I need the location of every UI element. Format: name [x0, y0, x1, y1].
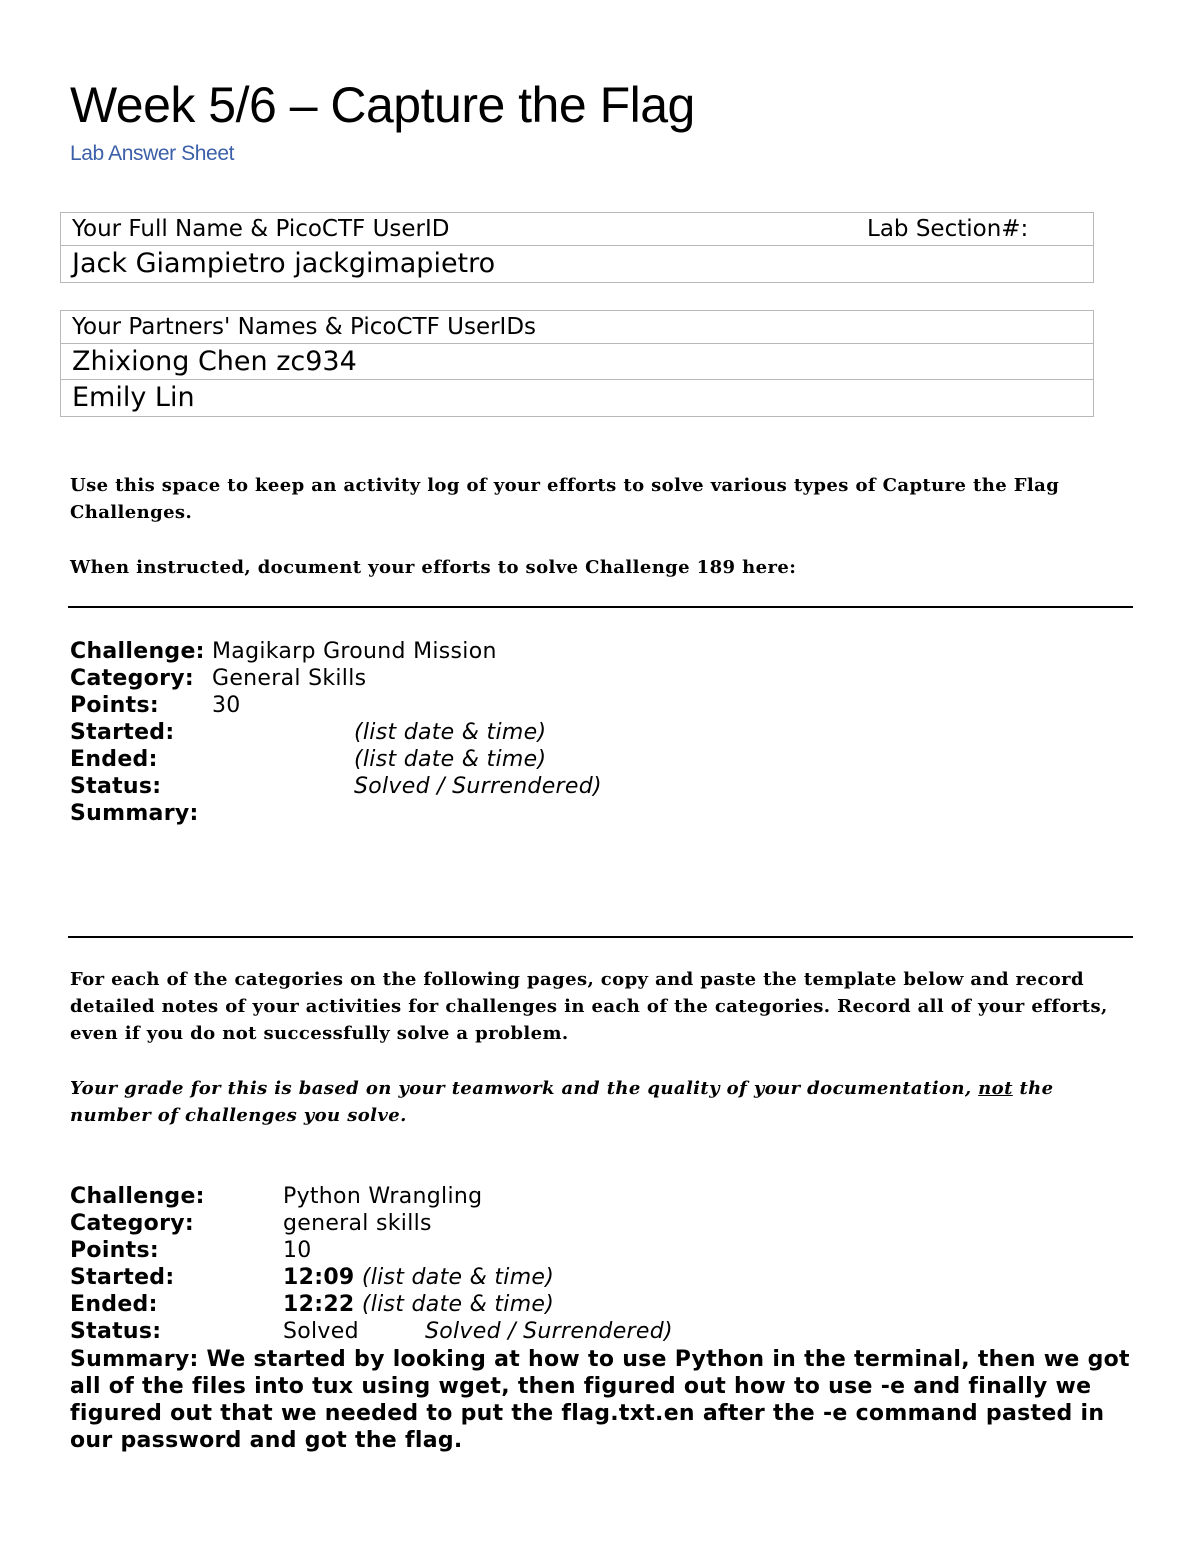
started-hint: (list date & time) — [354, 720, 547, 745]
status-value: Solved — [283, 1319, 359, 1344]
ended-value-group — [283, 1291, 554, 1318]
grade-note-end: the number of challenges you solve. — [70, 1078, 1054, 1126]
challenge-value: Python Wrangling — [283, 1184, 483, 1209]
divider — [68, 936, 1133, 938]
grade-note — [70, 1075, 1130, 1129]
started-time: 12:09 — [283, 1265, 355, 1290]
points-value: 30 — [212, 693, 241, 718]
ended-label: Ended: — [70, 1292, 158, 1317]
partner-row — [61, 344, 1093, 380]
status-label: Status: — [70, 1319, 162, 1344]
lab-section-label: Lab Section#: — [867, 216, 1029, 242]
points-label: Points: — [70, 1238, 159, 1263]
category-value: General Skills — [212, 666, 367, 691]
category-value: general skills — [283, 1211, 432, 1236]
student-name: Jack Giampietro jackgimapietro — [72, 248, 496, 279]
challenge-label: Challenge: — [70, 639, 205, 664]
ended-time: 12:22 — [283, 1292, 355, 1317]
grade-note-start: Your grade for this is based on your teamwork and the quality of your documentation, — [70, 1078, 972, 1099]
page-subtitle: Lab Answer Sheet — [70, 142, 235, 165]
activity-log-instruction: Use this space to keep an activity log of your efforts to solve various types of Capture the Flag Challenges. — [70, 475, 1060, 523]
grade-note-not: not — [978, 1078, 1013, 1099]
ended-label: Ended: — [70, 747, 158, 772]
category-label: Category: — [70, 666, 194, 691]
started-hint: (list date & time) — [361, 1265, 555, 1290]
challenge-label: Challenge: — [70, 1184, 205, 1209]
summary-label: Summary: — [70, 801, 199, 826]
status-label: Status: — [70, 774, 162, 799]
category-label: Category: — [70, 1211, 194, 1236]
name-label: Your Full Name & PicoCTF UserID — [72, 216, 450, 242]
divider — [68, 606, 1133, 608]
partners-table — [60, 310, 1094, 417]
partner-row — [61, 380, 1093, 416]
started-label: Started: — [70, 1265, 175, 1290]
name-value-row — [61, 246, 1093, 282]
started-value-group — [283, 1264, 554, 1291]
partner-name: Emily Lin — [72, 382, 195, 413]
ended-hint: (list date & time) — [354, 747, 547, 772]
page-title: Week 5/6 – Capture the Flag — [70, 77, 695, 133]
ended-hint: (list date & time) — [361, 1292, 555, 1317]
name-header-row — [61, 213, 1093, 246]
categories-instruction: For each of the categories on the following pages, copy and paste the template below and record detailed notes of your activities for challenges in each of the categories. Record all of your efforts, even if you do not successfully solve a problem. — [70, 969, 1108, 1044]
partners-label: Your Partners' Names & PicoCTF UserIDs — [72, 314, 537, 340]
challenge-value: Magikarp Ground Mission — [212, 639, 497, 664]
name-table — [60, 212, 1094, 283]
status-hint: Solved / Surrendered) — [425, 1319, 673, 1344]
partners-header-row — [61, 311, 1093, 344]
started-label: Started: — [70, 720, 175, 745]
points-label: Points: — [70, 693, 159, 718]
points-value: 10 — [283, 1238, 312, 1263]
challenge-189-instruction: When instructed, document your efforts to solve Challenge 189 here: — [70, 557, 797, 578]
partner-name: Zhixiong Chen zc934 — [72, 346, 357, 377]
status-hint: Solved / Surrendered) — [354, 774, 602, 799]
summary-text: Summary: We started by looking at how to use Python in the terminal, then we got all of the files into tux using wget, then figured out how to use -e and finally we figured out that we needed to put the flag.txt.en after the -e command pasted in our password and got the flag. — [70, 1347, 1130, 1453]
